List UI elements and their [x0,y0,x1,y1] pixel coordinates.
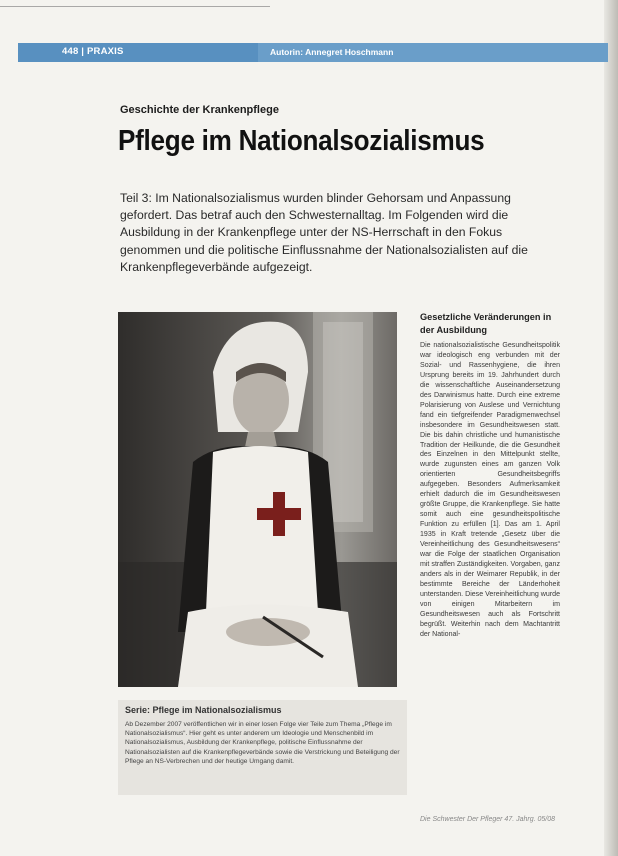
header-author: Autorin: Annegret Hoschmann [270,47,394,57]
footer-journal: Die Schwester Der Pfleger 47. Jahrg. 05/08 [420,816,556,823]
sidebar-heading: Gesetzliche Veränderungen in der Ausbildung [420,312,552,335]
series-title: Serie: Pflege im Nationalsozialismus [125,705,282,715]
article-title: Pflege im Nationalsozialismus [118,125,485,157]
page-edge [604,0,618,856]
header-section-block [18,43,258,62]
header-page-section: 448 | PRAXIS [62,46,124,57]
article-kicker: Geschichte der Krankenpflege [120,104,279,116]
series-text: Ab Dezember 2007 veröffentlichen wir in einer losen Folge vier Teile zum Thema „Pflege im Nationalsozialismus“. Hier geht es unter anderem um Ideologie und Menschenbild im Nationalsozialismus, Ausbildung der Krankenpflege, politische Einflussnahme der Nationalsozialisten auf die Krankenpflegeverbände sowie die Verstrickung und Beteiligung der Pflege an NS-Verbrechen und der heutige Umgang damit. [125,721,400,765]
top-rule [0,6,270,7]
article-lead: Teil 3: Im Nationalsozialismus wurden blinder Gehorsam und Anpassung gefordert. Das betraf auch den Schwesternalltag. Im Folgenden wird die Ausbildung in der Krankenpflege unter der NS-Herrschaft in den Fokus genommen und die politische Einflussnahme der Nationalsozialisten auf die Krankenpflegeverbände aufgezeigt. [120,191,528,274]
sidebar-body-text: Die nationalsozialistische Gesundheitspolitik war ideologisch eng verbunden mit der Sozial- und Rassenhygiene, die ihren Ursprung bereits im 19. Jahrhundert durch die wissenschaftliche Auseinandersetzung des Darwinismus hatte. Durch eine extreme Polarisierung von Auslese und Vernichtung fand ein tiefgreifender Paradigmenwechsel insbesondere im Gesundheitswesen statt. Die bis dahin christliche und humanistische Tradition der Heilkunde, die die Gesundheit des Einzelnen in den Mittelpunkt stellte, wurde zugunsten eines am ganzen Volk orientierten Gesundheitsbegriffs aufgegeben. Besonders Aufmerksamkeit erhielt dadurch die im Gesundheitswesen größte Gruppe, die Krankenpflege. Sie hatte somit auch eine gesundheitspolitische Funktion zu erfüllen [1]. Das am 1. April 1935 in Kraft tretende „Gesetz über die Vereinheitlichung des Gesundheitswesens“ war die Folge der staatlichen Organisation mit straffen Zuständigkeiten. Vorgaben, ganz anders als in der Weimarer Republik, in der bestimmte Bereiche der Länderhoheit unterstanden. Diese Vereinheitlichung wurde von einigen Mitarbeitern im Gesundheitswesen auch als Fortschritt begrüßt. Weiterhin nach dem Machtantritt der National- [420,342,560,638]
nurse-photo [118,312,397,687]
